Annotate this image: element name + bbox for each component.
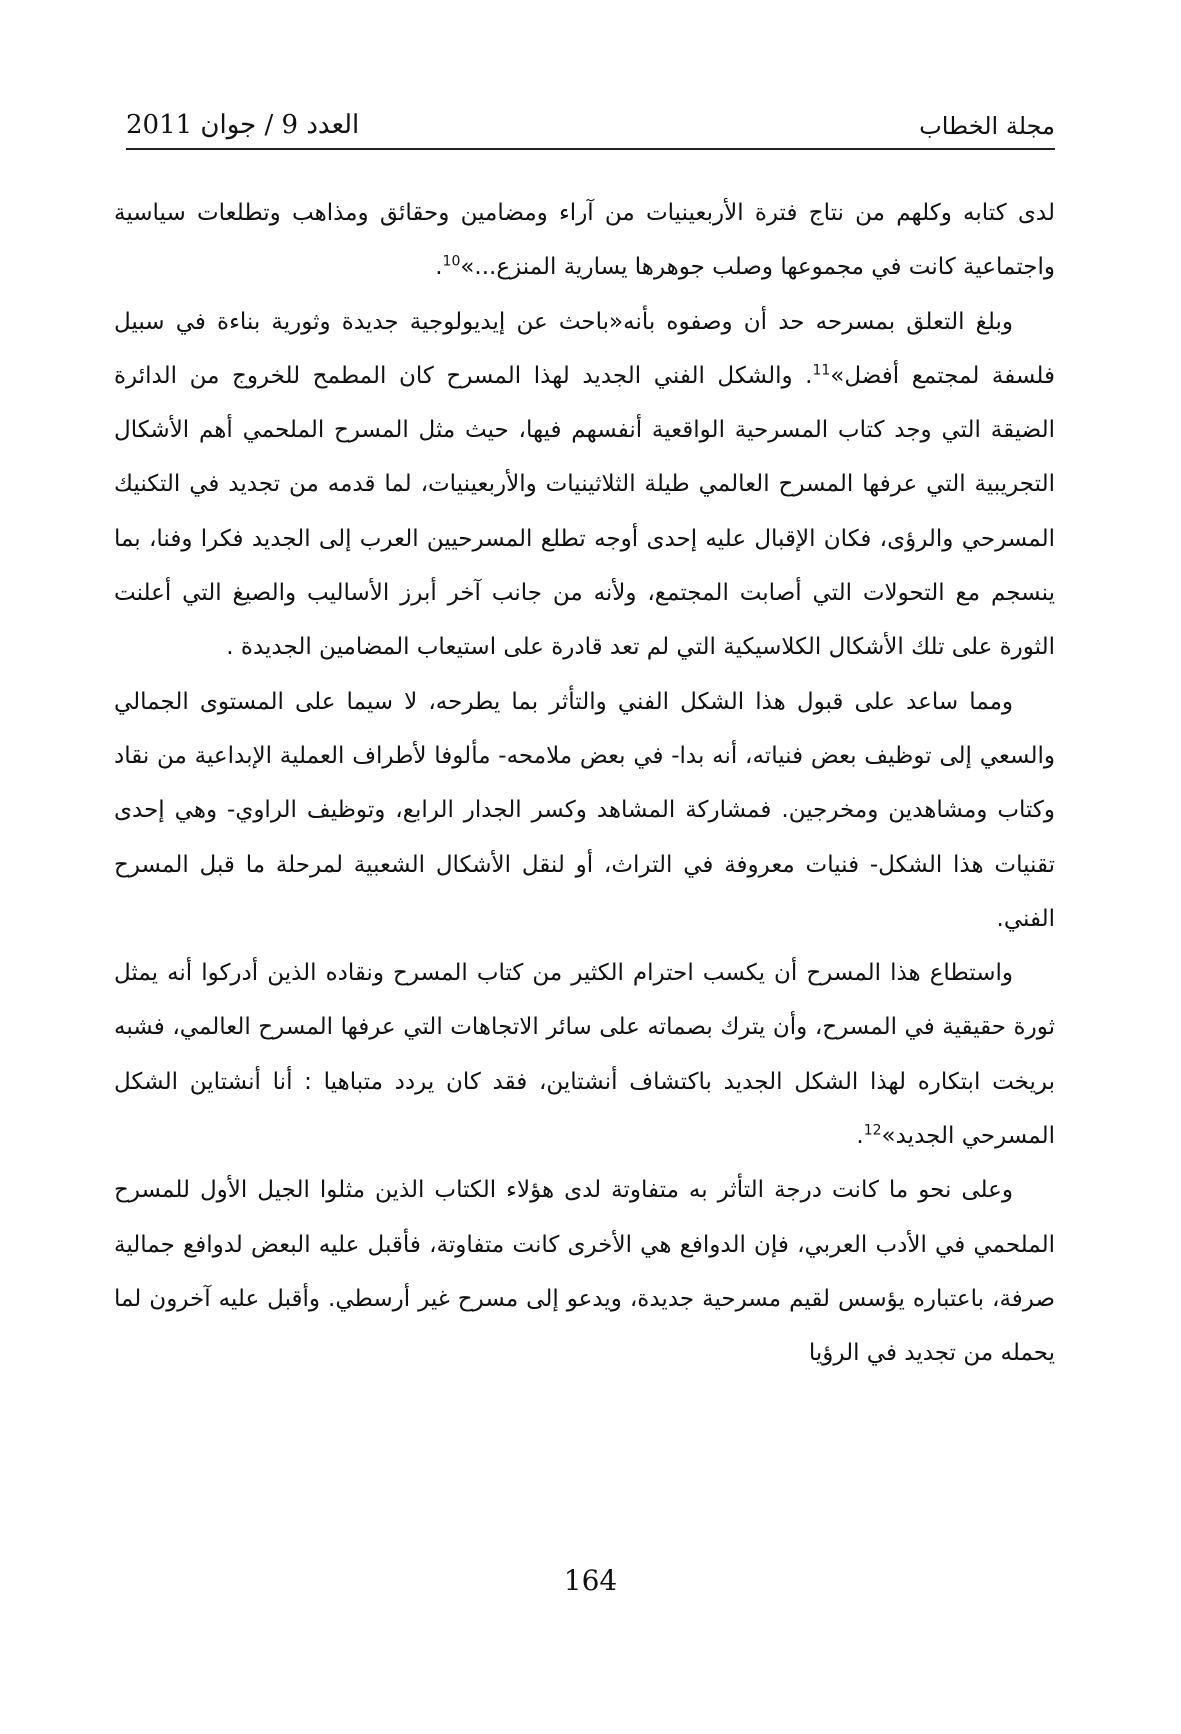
paragraph xyxy=(114,675,1055,946)
paragraph-text-end: . xyxy=(856,1123,864,1150)
footnote-ref: 11 xyxy=(812,362,831,379)
paragraph xyxy=(114,295,1055,675)
article-body xyxy=(114,186,1055,1381)
page-header xyxy=(126,106,1055,150)
journal-title: مجلة الخطاب xyxy=(919,112,1055,140)
paragraph-text-continued: . والشكل الفني الجديد لهذا المسرح كان المطمح للخروج من الدائرة الضيقة التي وجد كتاب المسرحية الواقعية أنفسهم فيها، حيث مثل المسرح الملحمي أهم الأشكال التجريبية التي عرفها المسرح العالمي طيلة الثلاثينيات والأربعينيات، لما قدمه من تجديد في التكنيك المسرحي والرؤى، فكان الإقبال عليه إحدى أوجه تطلع المسرحيين العرب إلى الجديد فكرا وفنا، بما ينسجم مع التحولات التي أصابت المجتمع، ولأنه من جانب آخر أبرز الأساليب والصيغ التي أعلنت الثورة على تلك الأشكال الكلاسيكية التي لم تعد قادرة على استيعاب المضامين الجديدة . xyxy=(114,362,1055,661)
paragraph-text-end: . xyxy=(435,254,443,281)
paragraph-text: وبلغ التعلق بمسرحه حد أن وصفوه بأنه«باحث عن إيديولوجية جديدة وثورية بناءة في سبيل فلسفة لمجتمع أفضل» xyxy=(114,308,1055,389)
footnote-ref: 12 xyxy=(863,1122,882,1139)
footnote-ref: 10 xyxy=(442,253,461,270)
paragraph xyxy=(114,186,1055,295)
paragraph-text: وعلى نحو ما كانت درجة التأثر به متفاوتة لدى هؤلاء الكتاب الذين مثلوا الجيل الأول للمسرح الملحمي في الأدب العربي، فإن الدوافع هي الأخرى كانت متفاوتة، فأقبل عليه البعض لدوافع جمالية صرفة، باعتباره يؤسس لقيم مسرحية جديدة، ويدعو إلى مسرح غير أرسطي. وأقبل عليه آخرون لما يحمله من تجديد في الرؤيا xyxy=(114,1177,1055,1367)
paragraph-text: لدى كتابه وكلهم من نتاج فترة الأربعينيات من آراء ومضامين وحقائق ومذاهب وتطلعات سياسية واجتماعية كانت في مجموعها وصلب جوهرها يسارية المنزع...» xyxy=(114,200,1055,281)
paragraph xyxy=(114,1163,1055,1380)
page-number: 164 xyxy=(563,1564,618,1597)
paragraph-text: ومما ساعد على قبول هذا الشكل الفني والتأثر بما يطرحه، لا سيما على المستوى الجمالي والسعي إلى توظيف بعض فنياته، أنه بدا- في بعض ملامحه- مألوفا لأطراف العملية الإبداعية من نقاد وكتاب ومشاهدين ومخرجين. فمشاركة المشاهد وكسر الجدار الرابع، وتوظيف الراوي- وهي إحدى تقنيات هذا الشكل- فنيات معروفة في التراث، أو لنقل الأشكال الشعبية لمرحلة ما قبل المسرح الفني. xyxy=(114,688,1055,932)
paragraph-text: واستطاع هذا المسرح أن يكسب احترام الكثير من كتاب المسرح ونقاده الذين أدركوا أنه يمثل ثورة حقيقية في المسرح، وأن يترك بصماته على سائر الاتجاهات التي عرفها المسرح العالمي، فشبه بريخت ابتكاره لهذا الشكل الجديد باكتشاف أنشتاين، فقد كان يردد متباهيا : أنا أنشتاين الشكل المسرحي الجديد» xyxy=(114,960,1055,1150)
issue-label: العدد 9 / جوان 2011 xyxy=(126,110,360,140)
paragraph xyxy=(114,946,1055,1163)
